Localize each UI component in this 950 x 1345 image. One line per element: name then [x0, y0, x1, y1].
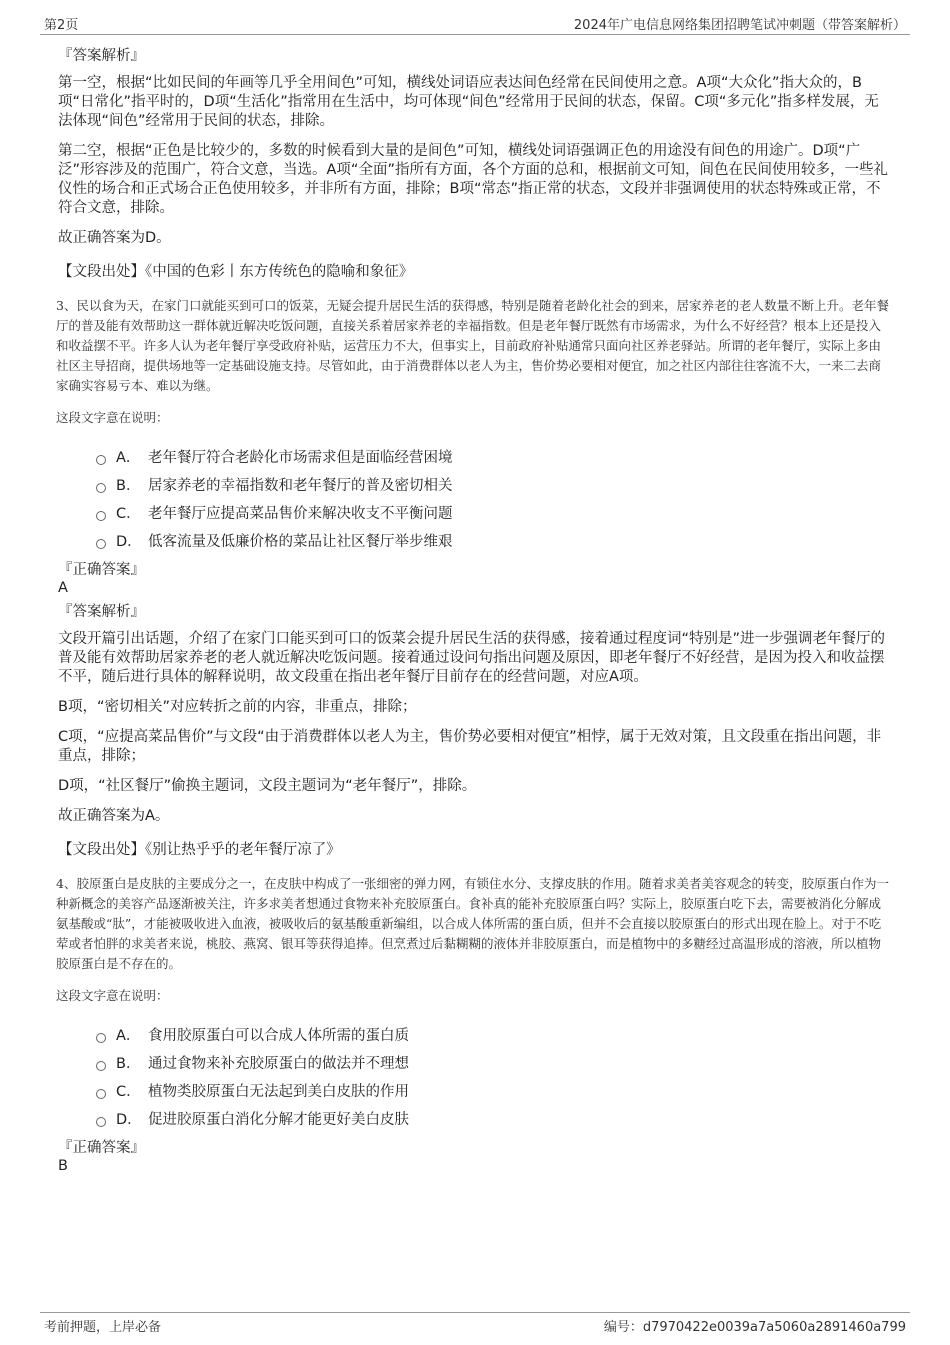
radio-icon[interactable]: [96, 1061, 106, 1071]
document-code: 编号：d7970422e0039a7a5060a2891460a799: [603, 1320, 906, 1335]
q4-options: [96, 1020, 891, 1132]
page-number: 第2页: [44, 18, 79, 33]
radio-icon[interactable]: [96, 483, 106, 493]
radio-icon[interactable]: [96, 1089, 106, 1099]
option-text: 居家养老的幸福指数和老年餐厅的普及密切相关: [148, 477, 453, 494]
radio-icon[interactable]: [96, 511, 106, 521]
option-text: 通过食物来补充胶原蛋白的做法并不理想: [148, 1055, 409, 1072]
q4-prompt: 这段文字意在说明：: [56, 988, 169, 1003]
q4-option-a[interactable]: [96, 1020, 891, 1048]
option-letter: C．: [116, 505, 141, 522]
q3-conclusion: 故正确答案为A。: [58, 808, 170, 824]
q3-answer-tag: 『正确答案』: [58, 562, 145, 578]
q3-option-a[interactable]: [96, 442, 891, 470]
q2-analysis-para-2: 第二空，根据“正色是比较少的，多数的时候看到大量的是间色”可知，横线处词语强调正色的用途没有间色的用途广。D项“广泛”形容涉及的范围广，符合文意，当选。A项“全面”指所有方面，各个方面的总和，根据前文可知，间色在民间使用较多，一些礼仪性的场合和正式场合正色使用较多，并非所有方面，排除；B项“常态”指正常的状态，文段并非强调使用的状态特殊或正常，不符合文意，排除。: [58, 143, 888, 216]
q3-option-c[interactable]: [96, 498, 891, 526]
q3-option-d[interactable]: [96, 526, 891, 554]
radio-icon[interactable]: [96, 455, 106, 465]
option-letter: B．: [116, 1055, 141, 1072]
option-text: 老年餐厅符合老龄化市场需求但是面临经营困境: [148, 449, 453, 466]
page-header: [40, 10, 910, 35]
document-body: [56, 46, 891, 1180]
q4-answer: B: [58, 1158, 68, 1174]
q2-conclusion: 故正确答案为D。: [58, 230, 171, 246]
option-letter: A．: [116, 449, 141, 466]
option-text: 老年餐厅应提高菜品售价来解决收支不平衡问题: [148, 505, 453, 522]
q3-text: 3、民以食为天，在家门口就能买到可口的饭菜，无疑会提升居民生活的获得感，特别是随着老龄化社会的到来，居家养老的老人数量不断上升。老年餐厅的普及能有效帮助这一群体就近解决吃饭问题，直接关系着居家养老的幸福指数。但是老年餐厅既然有市场需求，为什么不好经营？根本上还是投入和收益摆不平。许多人认为老年餐厅享受政府补贴，运营压力不大，但事实上，目前政府补贴通常只面向社区养老驿站。所谓的老年餐厅，实际上多由社区主导招商，提供场地等一定基础设施支持。尽管如此，由于消费群体以老人为主，售价势必要相对便宜，加之社区内部往往客流不大，一来二去商家确实容易亏本、难以为继。: [56, 298, 889, 393]
q3-option-b[interactable]: [96, 470, 891, 498]
option-text: 低客流量及低廉价格的菜品让社区餐厅举步维艰: [148, 533, 453, 550]
option-letter: D．: [116, 1111, 142, 1128]
footer-slogan: 考前押题，上岸必备: [44, 1320, 162, 1335]
q2-analysis-tag: 『答案解析』: [58, 48, 145, 64]
radio-icon[interactable]: [96, 1117, 106, 1127]
q3-analysis-para-4: D项，“社区餐厅”偷换主题词，文段主题词为“老年餐厅”，排除。: [58, 778, 477, 794]
q4-option-b[interactable]: [96, 1048, 891, 1076]
q3-analysis-para-1: 文段开篇引出话题，介绍了在家门口能买到可口的饭菜会提升居民生活的获得感，接着通过程度词“特别是”进一步强调老年餐厅的普及能有效帮助居家养老的老人就近解决吃饭问题。接着通过设问句指出问题及原因，即老年餐厅不好经营，是因为投入和收益摆不平，随后进行具体的解释说明，故文段重在指出老年餐厅目前存在的经营问题，对应A项。: [58, 631, 886, 685]
option-text: 促进胶原蛋白消化分解才能更好美白皮肤: [148, 1111, 409, 1128]
q2-source: 【文段出处】《中国的色彩丨东方传统色的隐喻和象征》: [58, 264, 414, 280]
option-text: 食用胶原蛋白可以合成人体所需的蛋白质: [148, 1027, 409, 1044]
option-letter: B．: [116, 477, 141, 494]
q4-option-d[interactable]: [96, 1104, 891, 1132]
option-text: 植物类胶原蛋白无法起到美白皮肤的作用: [148, 1083, 409, 1100]
radio-icon[interactable]: [96, 1033, 106, 1043]
q3-source: 【文段出处】《别让热乎乎的老年餐厅凉了》: [58, 842, 341, 858]
option-letter: D．: [116, 533, 142, 550]
q3-prompt: 这段文字意在说明：: [56, 410, 169, 425]
q3-analysis-tag: 『答案解析』: [58, 604, 145, 620]
document-title: 2024年广电信息网络集团招聘笔试冲刺题（带答案解析）: [573, 18, 906, 33]
q4-text: 4、胶原蛋白是皮肤的主要成分之一，在皮肤中构成了一张细密的弹力网，有锁住水分、支撑皮肤的作用。随着求美者美容观念的转变，胶原蛋白作为一种新概念的美容产品逐渐被关注，许多求美者想通过食物来补充胶原蛋白。食补真的能补充胶原蛋白吗？实际上，胶原蛋白吃下去，需要被消化分解成氨基酸或“肽”，才能被吸收进入血液，被吸收后的氨基酸重新编组，以合成人体所需的蛋白质，但并不会直接以胶原蛋白的形式出现在脸上。对于不吃荤或者怕胖的求美者来说，桃胶、燕窝、银耳等获得追捧。但烹煮过后黏糊糊的液体并非胶原蛋白，而是植物中的多糖经过高温形成的溶液，所以植物胶原蛋白是不存在的。: [56, 876, 889, 971]
option-letter: C．: [116, 1083, 141, 1100]
q3-options: [96, 442, 891, 554]
q2-analysis-para-1: 第一空，根据“比如民间的年画等几乎全用间色”可知，横线处词语应表达间色经常在民间使用之意。A项“大众化”指大众的，B项“日常化”指平时的，D项“生活化”指常用在生活中，均可体现“间色”经常用于民间的状态，保留。C项“多元化”指多样发展，无法体现“间色”经常用于民间的状态，排除。: [58, 75, 879, 129]
page-footer: [40, 1312, 910, 1335]
q4-answer-tag: 『正确答案』: [58, 1140, 145, 1156]
q3-analysis-para-3: C项，“应提高菜品售价”与文段“由于消费群体以老人为主，售价势必要相对便宜”相悖，属于无效对策，且文段重在指出问题，非重点，排除；: [58, 729, 882, 764]
option-letter: A．: [116, 1027, 141, 1044]
q3-analysis-para-2: B项，“密切相关”对应转折之前的内容，非重点，排除；: [58, 699, 417, 715]
radio-icon[interactable]: [96, 539, 106, 549]
q3-answer: A: [58, 580, 68, 596]
q4-option-c[interactable]: [96, 1076, 891, 1104]
